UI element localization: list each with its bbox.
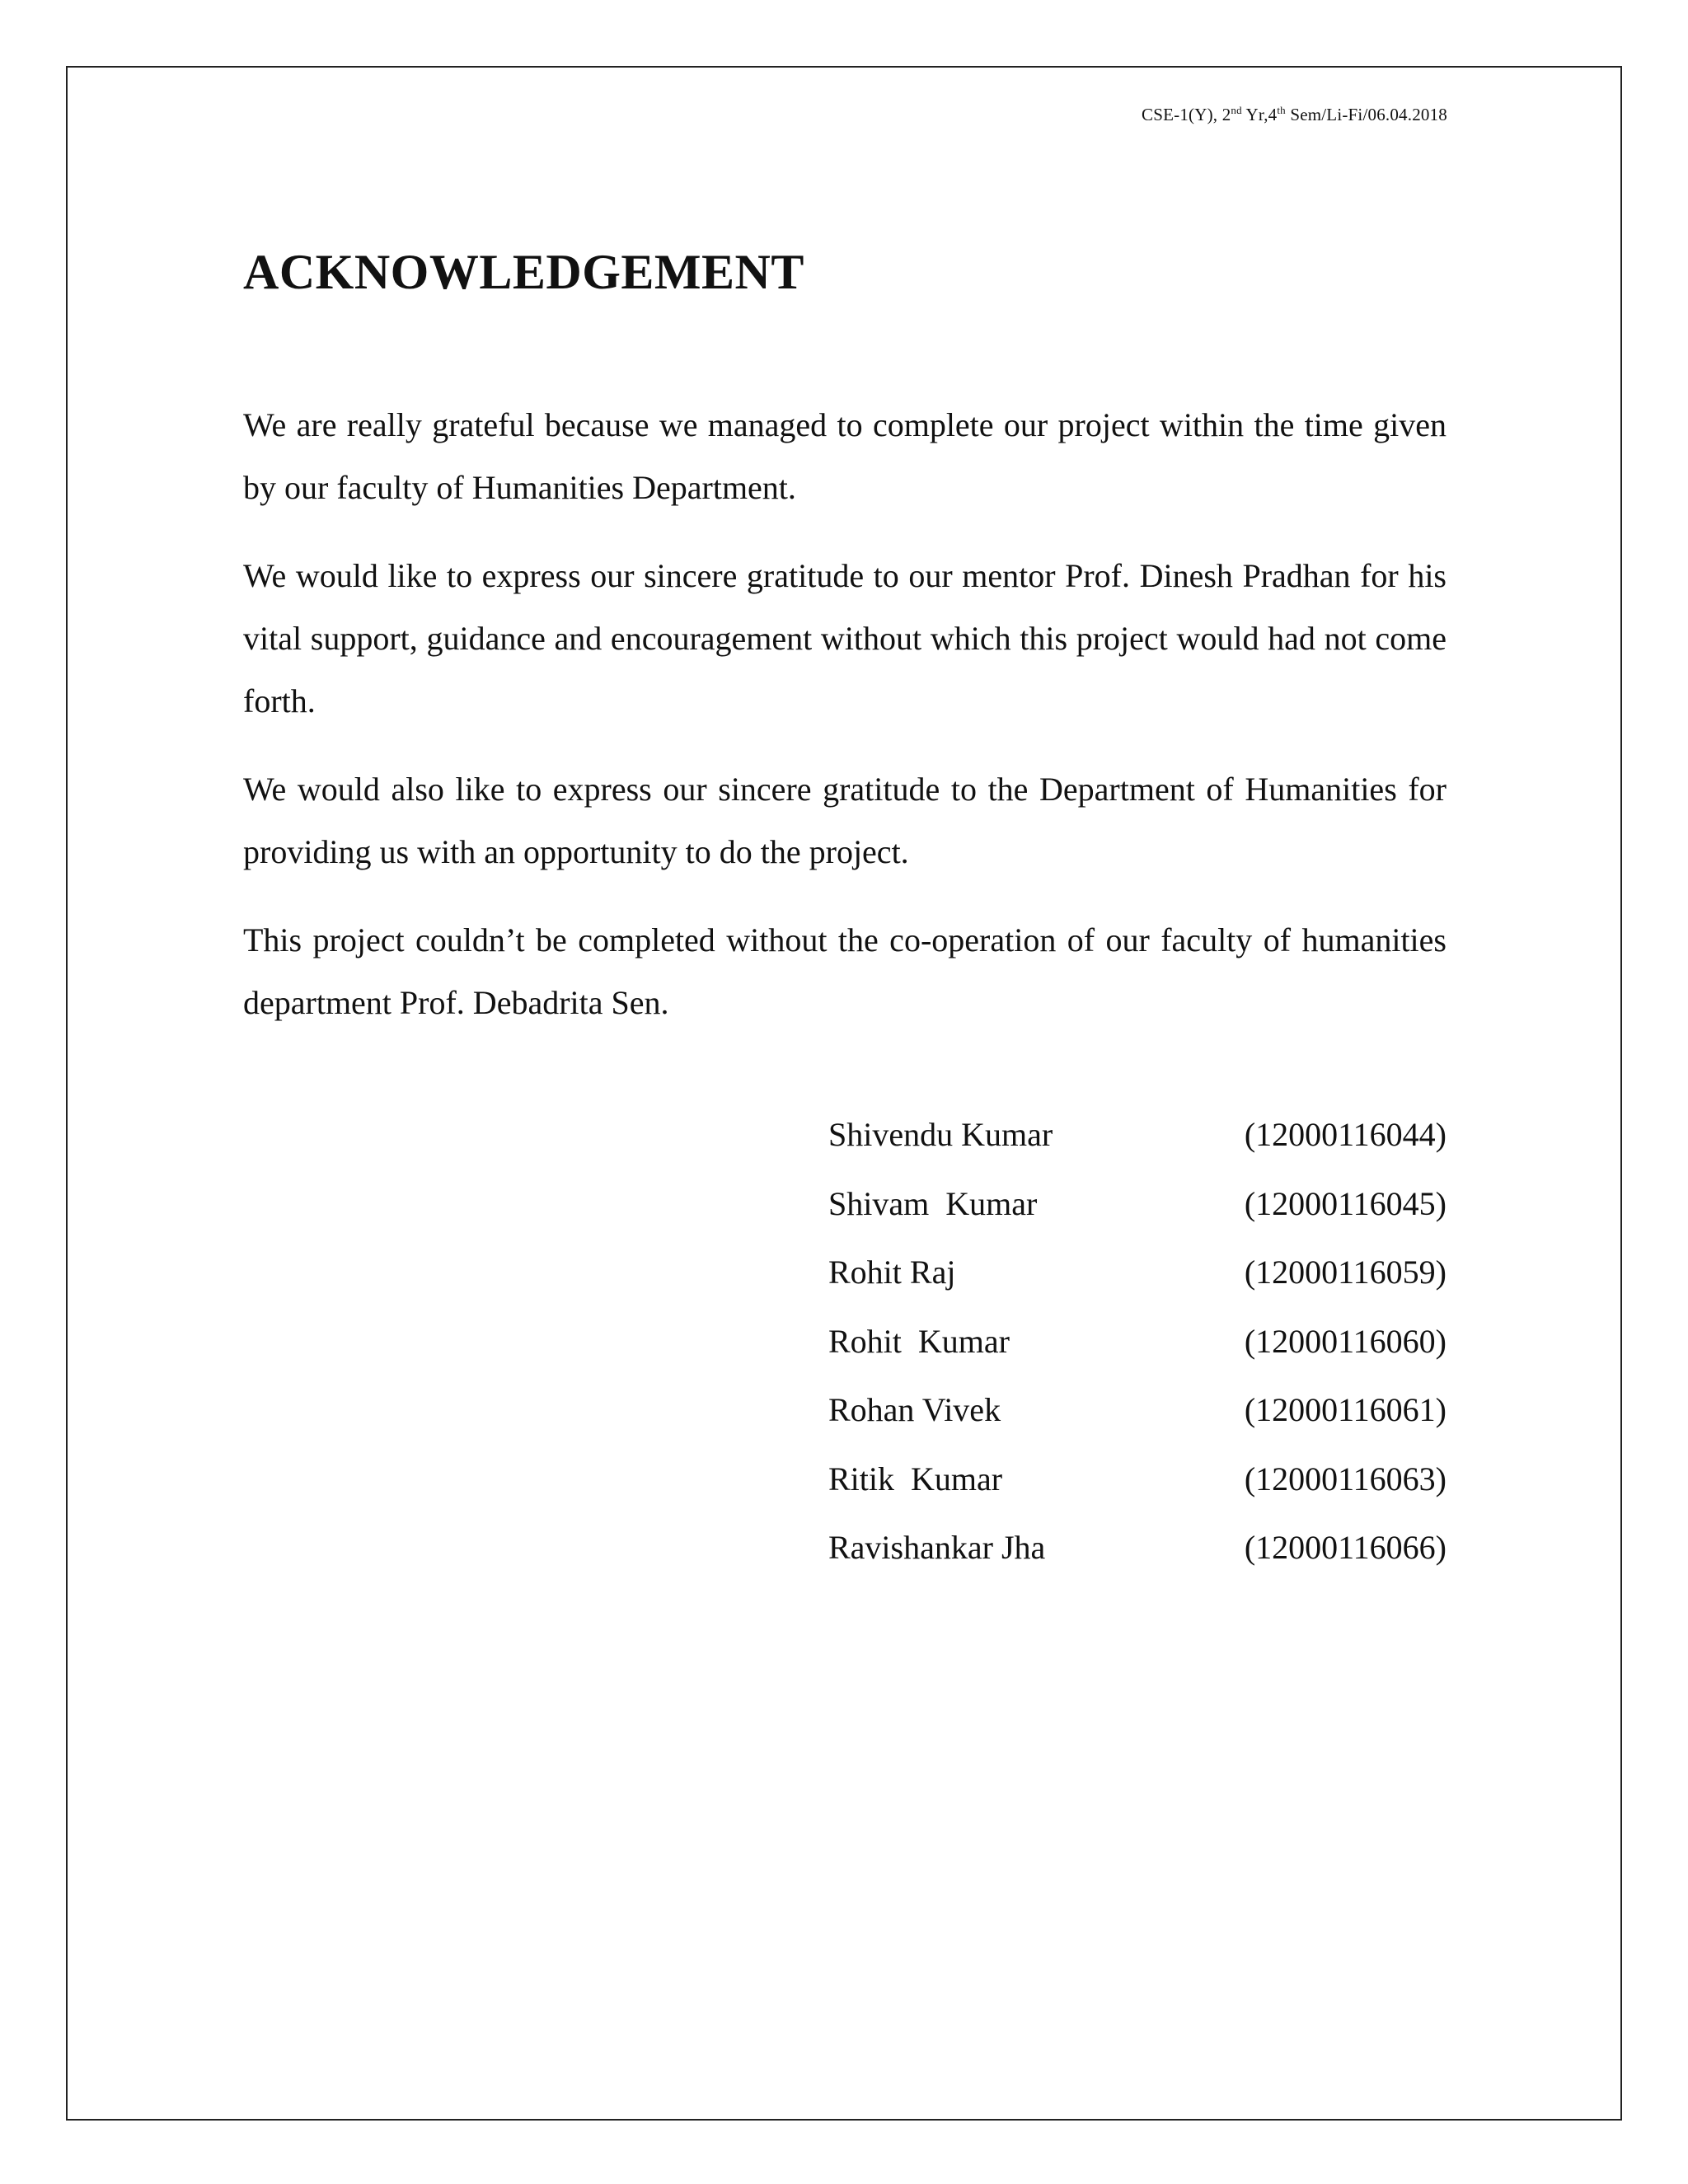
member-roll-number: (12000116045)	[1244, 1184, 1447, 1222]
member-roll-number: (12000116060)	[1244, 1322, 1447, 1360]
member-roll-number: (12000116061)	[1244, 1391, 1447, 1428]
member-name: Rohan Vivek	[828, 1391, 1001, 1428]
member-roll-number: (12000116063)	[1244, 1460, 1447, 1497]
member-row	[828, 1379, 1447, 1448]
reference-suffix: Sem/Li-Fi/06.04.2018	[1285, 105, 1447, 124]
reference-prefix: CSE-1(Y), 2	[1142, 105, 1231, 124]
member-name: Rohit Kumar	[828, 1322, 1010, 1360]
member-row	[828, 1241, 1447, 1310]
member-name: Shivendu Kumar	[828, 1116, 1053, 1153]
reference-middle: Yr,4	[1241, 105, 1278, 124]
paragraph: We are really grateful because we managed to complete our project within the time given by our faculty of Humanities Department.	[243, 406, 1447, 506]
member-name: Rohit Raj	[828, 1254, 956, 1291]
page-title: ACKNOWLEDGEMENT	[243, 245, 804, 299]
member-roll-number: (12000116066)	[1244, 1529, 1447, 1566]
document-reference	[1142, 105, 1447, 125]
reference-superscript-nd: nd	[1231, 104, 1242, 116]
acknowledgement-body	[243, 394, 1447, 1060]
page-border	[66, 66, 1622, 2121]
member-roll-number: (12000116059)	[1244, 1254, 1447, 1291]
member-name: Ritik Kumar	[828, 1460, 1003, 1497]
member-row	[828, 1310, 1447, 1380]
paragraph: This project couldn’t be completed without the co-operation of our faculty of humanities department Prof. Debadrita Sen.	[243, 921, 1447, 1021]
member-row	[828, 1104, 1447, 1173]
paragraph: We would also like to express our sincere gratitude to the Department of Humanities for providing us with an opportunity to do the project.	[243, 771, 1447, 870]
member-list	[828, 1104, 1447, 1586]
member-name: Shivam Kumar	[828, 1184, 1038, 1222]
reference-superscript-th: th	[1277, 104, 1286, 116]
paragraph: We would like to express our sincere gratitude to our mentor Prof. Dinesh Pradhan for his vital support, guidance and encouragement without which this project would had not come forth.	[243, 557, 1447, 719]
member-row	[828, 1448, 1447, 1517]
member-row	[828, 1516, 1447, 1586]
member-name: Ravishankar Jha	[828, 1529, 1046, 1566]
member-roll-number: (12000116044)	[1244, 1116, 1447, 1153]
member-row	[828, 1173, 1447, 1242]
